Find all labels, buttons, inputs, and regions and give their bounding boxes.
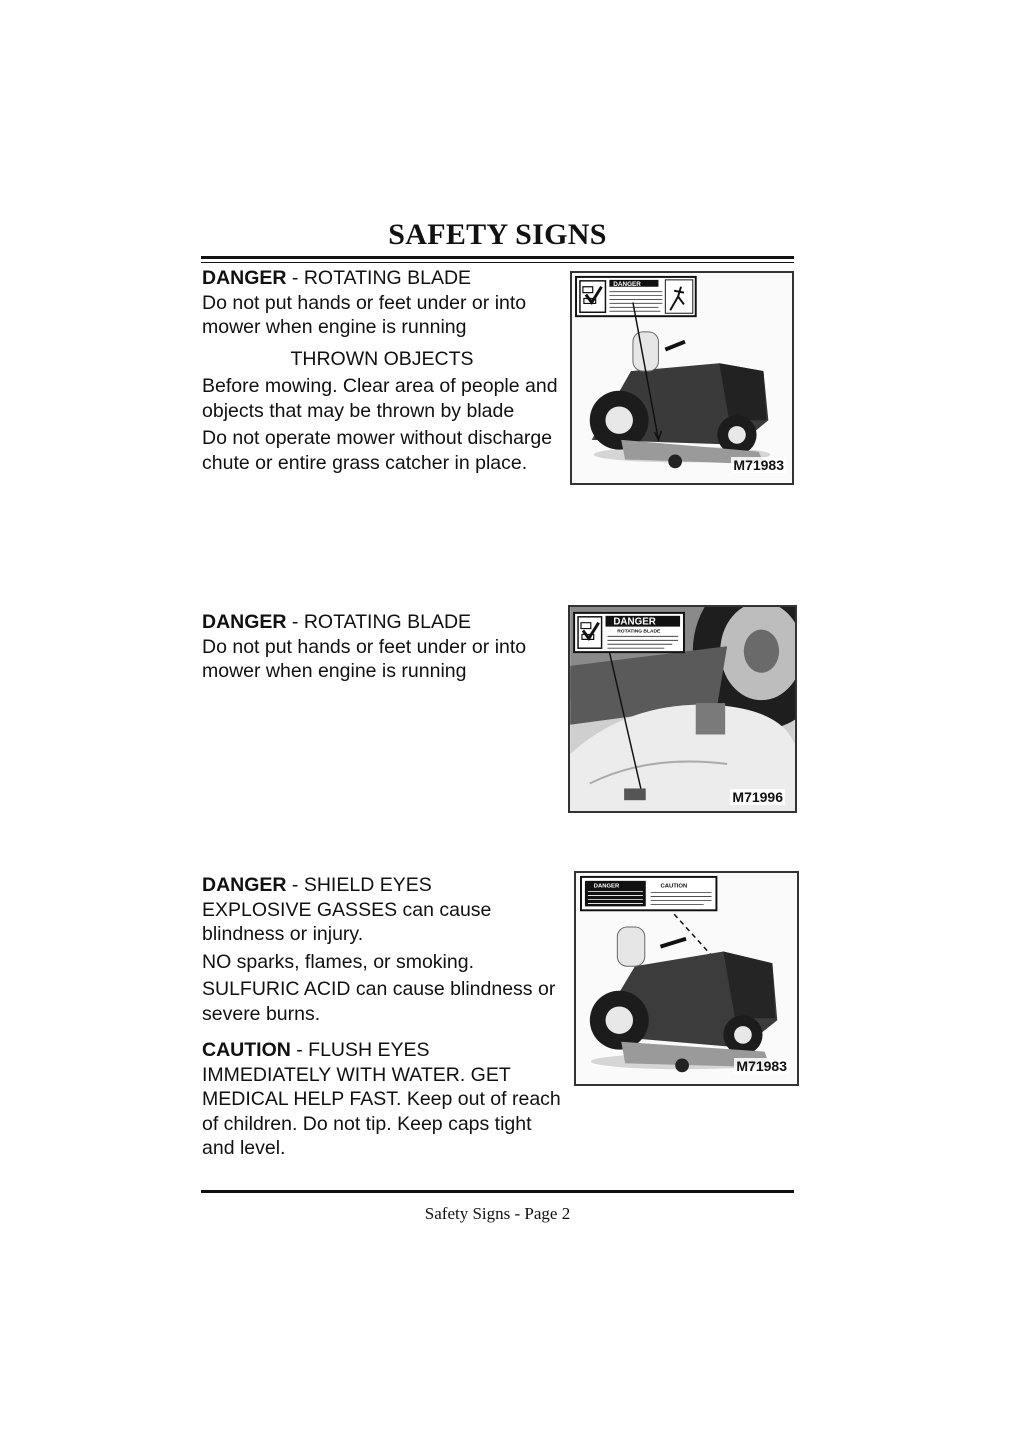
section-heading: DANGER - ROTATING BLADE bbox=[202, 611, 472, 633]
svg-text:DANGER: DANGER bbox=[593, 883, 620, 890]
caution-text: CAUTION - FLUSH EYES IMMEDIATELY WITH WATER. GET MEDICAL HELP FAST. Keep out of reach of children. Do not tip. Keep caps tight and level. bbox=[202, 1039, 561, 1159]
section-heading: DANGER - SHIELD EYES bbox=[202, 874, 432, 896]
safety-section-1 bbox=[202, 266, 562, 475]
svg-text:DANGER: DANGER bbox=[613, 280, 641, 288]
svg-text:CAUTION: CAUTION bbox=[660, 883, 688, 890]
svg-text:DANGER: DANGER bbox=[613, 616, 656, 628]
section-text: SULFURIC ACID can cause blindness or severe burns. bbox=[202, 978, 556, 1025]
section-text: NO sparks, flames, or smoking. bbox=[202, 950, 474, 973]
mower-photo bbox=[572, 273, 792, 483]
figure-mower-deck-decal bbox=[568, 605, 797, 813]
figure-mower-decal-1 bbox=[570, 271, 794, 485]
safety-section-3 bbox=[202, 873, 562, 1161]
figure-code: M71983 bbox=[733, 457, 784, 473]
figure-code: M71983 bbox=[736, 1058, 787, 1074]
svg-text:ROTATING BLADE: ROTATING BLADE bbox=[617, 629, 661, 635]
footer-rule bbox=[201, 1190, 794, 1193]
danger-keyword: DANGER bbox=[202, 611, 287, 633]
safety-section-2 bbox=[202, 610, 562, 684]
title-double-rule bbox=[201, 256, 794, 263]
mower-deck-photo bbox=[570, 607, 795, 811]
section-text: Do not operate mower without discharge chute or entire grass catcher in place. bbox=[202, 427, 553, 474]
section-text: Do not put hands or feet under or into mower when engine is running bbox=[202, 291, 527, 338]
page-footer: Safety Signs - Page 2 bbox=[424, 1204, 571, 1223]
section-text: EXPLOSIVE GASSES can cause blindness or injury. bbox=[202, 898, 492, 945]
mower-battery-photo bbox=[576, 873, 797, 1084]
page-title: SAFETY SIGNS bbox=[388, 218, 607, 251]
section-text: Before mowing. Clear area of people and objects that may be thrown by blade bbox=[202, 375, 558, 422]
figure-battery-decal bbox=[574, 871, 799, 1086]
figure-code: M71996 bbox=[732, 789, 783, 805]
danger-keyword: DANGER bbox=[202, 874, 287, 896]
caution-keyword: CAUTION bbox=[202, 1039, 291, 1061]
section-heading: DANGER - ROTATING BLADE bbox=[202, 267, 472, 289]
danger-keyword: DANGER bbox=[202, 267, 287, 289]
section-text: Do not put hands or feet under or into mower when engine is running bbox=[202, 635, 527, 682]
section-subheading: THROWN OBJECTS bbox=[290, 347, 474, 370]
